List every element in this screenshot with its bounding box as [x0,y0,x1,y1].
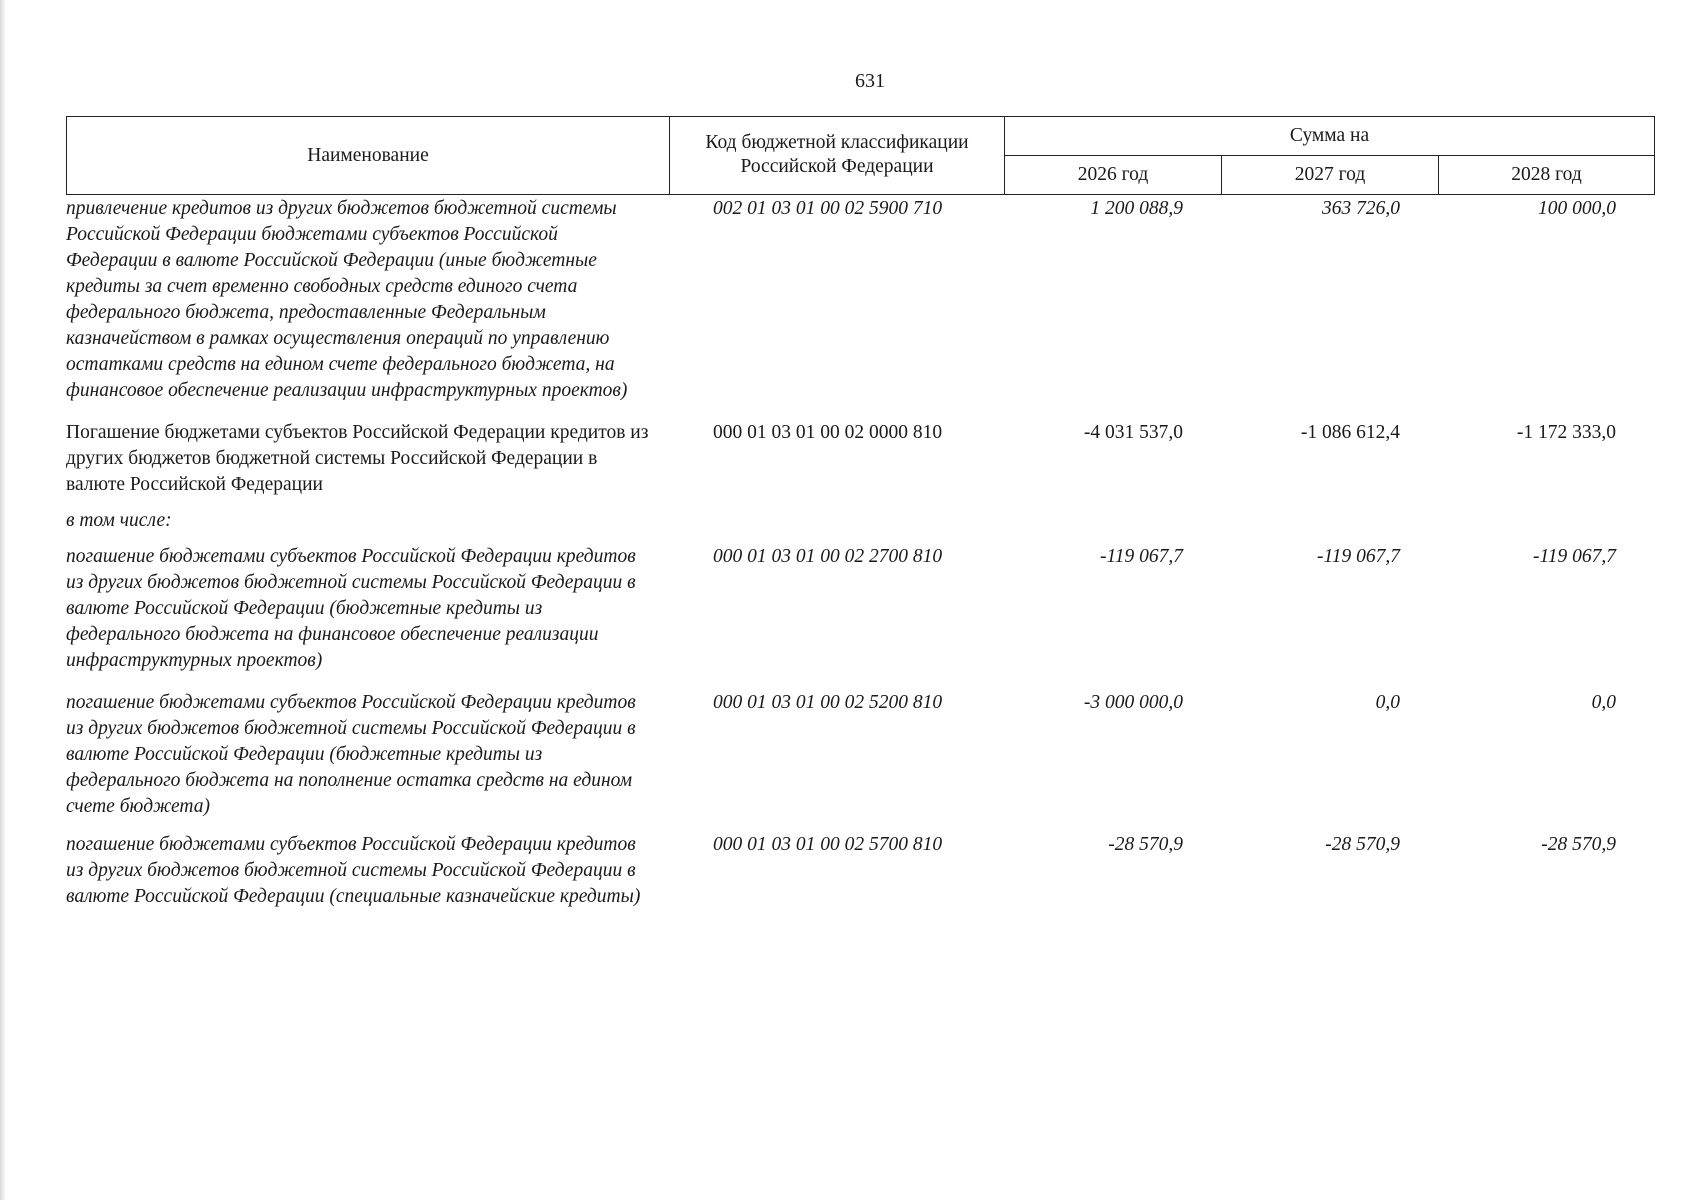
row-value-2028: -1 172 333,0 [1516,422,1616,443]
row-code: 000 01 03 01 00 02 5200 810 [712,692,943,713]
row-code: 002 01 03 01 00 02 5900 710 [712,198,943,219]
table-row [66,410,1654,504]
header-year-2028: 2028 год [1439,156,1655,195]
row-code: 000 01 03 01 00 02 0000 810 [712,422,943,443]
row-value-2026: -3 000 000,0 [1083,692,1183,713]
table-row [66,196,1654,410]
row-name: привлечение кредитов из других бюджетов бюджетной системы Российской Федерации бюджетами субъектов Российской Федерации в валюте Российской Федерации (иные бюджетные кредиты за счет временно свободных средств единого счета федерального бюджета, предоставленные Федеральным казначейством в рамках осуществления операций по управлению остатками средств на едином счете федерального бюджета, на финансовое обеспечение реализации инфраструктурных проектов) [66,198,628,401]
table-body [66,196,1654,910]
row-name: погашение бюджетами субъектов Российской Федерации кредитов из других бюджетов бюджетной системы Российской Федерации в валюте Российской Федерации (бюджетные кредиты из федерального бюджета на пополнение остатка средств на едином счете бюджета) [66,692,636,817]
table-header [66,116,1655,195]
row-name: Погашение бюджетами субъектов Российской Федерации кредитов из других бюджетов бюджетной системы Российской Федерации в валюте Российской Федерации [66,422,649,495]
row-name: погашение бюджетами субъектов Российской Федерации кредитов из других бюджетов бюджетной системы Российской Федерации в валюте Российской Федерации (специальные казначейские кредиты) [66,834,641,907]
row-value-2026: -119 067,7 [1099,546,1183,567]
row-value-2026: -4 031 537,0 [1083,422,1183,443]
row-code [669,504,1004,542]
row-name: погашение бюджетами субъектов Российской Федерации кредитов из других бюджетов бюджетной системы Российской Федерации в валюте Российской Федерации (бюджетные кредиты из федерального бюджета на финансовое обеспечение реализации инфраструктурных проектов) [66,546,636,671]
scan-edge-shadow [0,0,6,1200]
table-row [66,504,1654,542]
row-value-2027: -119 067,7 [1316,546,1400,567]
row-code: 000 01 03 01 00 02 2700 810 [712,546,943,567]
row-value-2027: 0,0 [1375,692,1400,713]
page-number: 631 [855,70,885,92]
row-value-2028: 100 000,0 [1538,198,1616,219]
header-name: Наименование [67,117,670,195]
row-code: 000 01 03 01 00 02 5700 810 [712,834,943,855]
table-row [66,680,1654,826]
row-value-2027 [1221,504,1438,542]
row-value-2028: 0,0 [1591,692,1616,713]
row-value-2026 [1004,504,1221,542]
table-row [66,826,1654,910]
header-code [670,117,1005,195]
row-name: в том числе: [66,510,172,531]
row-value-2028: -28 570,9 [1541,834,1616,855]
table-row [66,542,1654,680]
row-value-2027: -1 086 612,4 [1300,422,1400,443]
row-value-2026: 1 200 088,9 [1090,198,1183,219]
header-year-2027: 2027 год [1222,156,1439,195]
row-value-2027: 363 726,0 [1322,198,1400,219]
header-year-2026: 2026 год [1005,156,1222,195]
row-value-2028: -119 067,7 [1532,546,1616,567]
header-sum: Сумма на [1005,117,1655,156]
row-value-2026: -28 570,9 [1108,834,1183,855]
row-value-2028 [1438,504,1654,542]
row-value-2027: -28 570,9 [1325,834,1400,855]
header-code-label: Код бюджетной классификации Российской Федерации [705,132,969,177]
